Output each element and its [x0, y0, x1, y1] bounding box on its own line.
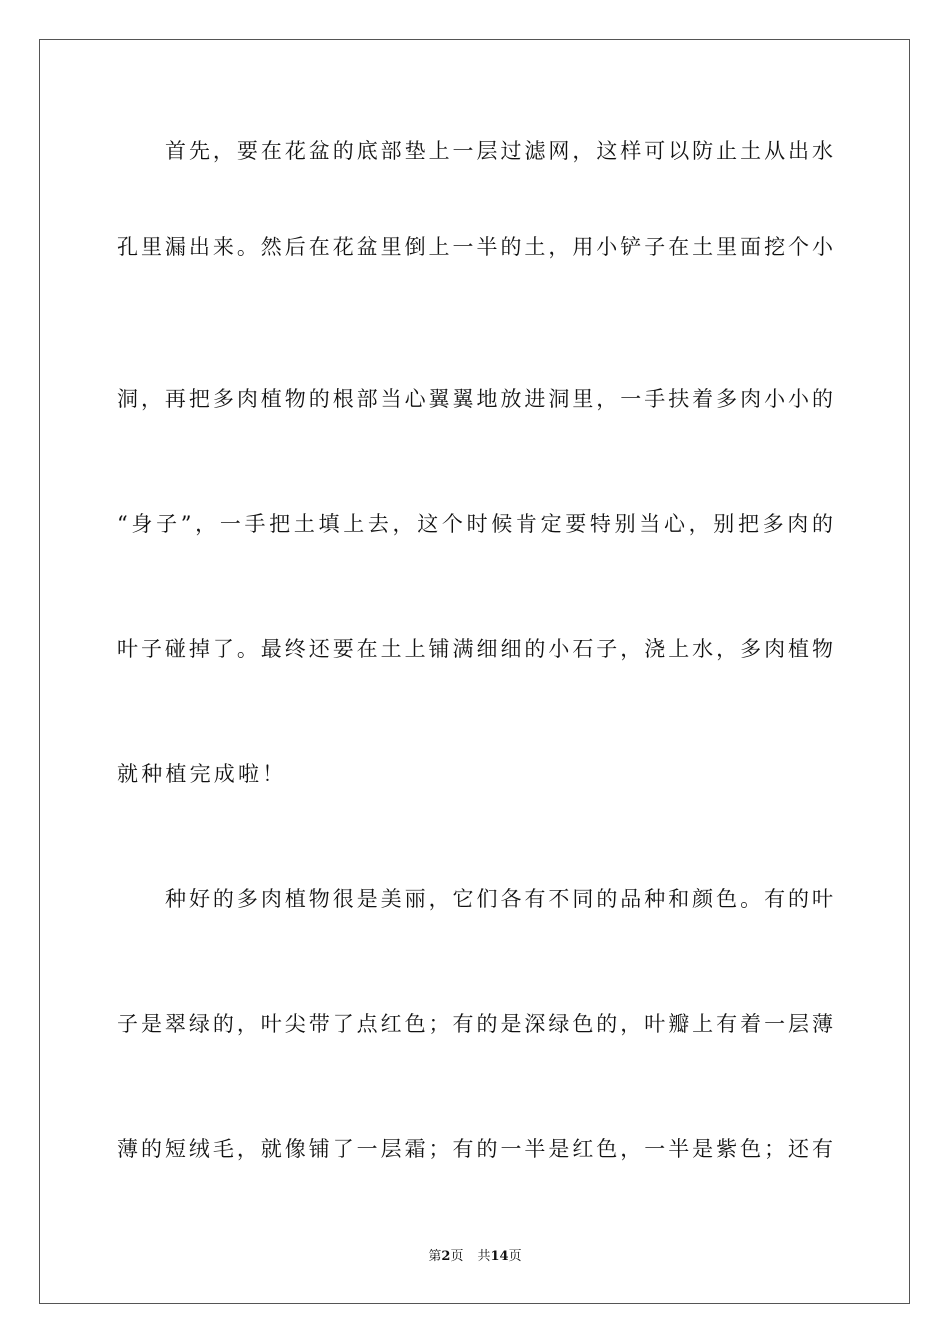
page-footer — [0, 1248, 950, 1266]
paragraph-1-line-1: 首先，要在花盆的底部垫上一层过滤网，这样可以防止土从出水 — [165, 139, 833, 163]
paragraph-1-line-6: 就种植完成啦！ — [117, 762, 287, 786]
total-pages: 14 — [490, 1249, 509, 1264]
page-border — [39, 39, 910, 1304]
paragraph-2-line-3: 薄的短绒毛，就像铺了一层霜；有的一半是红色，一半是紫色；还有 — [117, 1137, 833, 1161]
total-prefix: 共 — [477, 1249, 491, 1264]
paragraph-1-line-2: 孔里漏出来。然后在花盆里倒上一半的土，用小铲子在土里面挖个小 — [117, 235, 833, 259]
paragraph-2-line-1: 种好的多肉植物很是美丽，它们各有不同的品种和颜色。有的叶 — [165, 887, 833, 911]
paragraph-1-line-4: “身子”，一手把土填上去，这个时候肯定要特别当心，别把多肉的 — [117, 512, 833, 536]
paragraph-1-line-5: 叶子碰掉了。最终还要在土上铺满细细的小石子，浇上水，多肉植物 — [117, 637, 833, 661]
page-number: 2 — [441, 1249, 451, 1264]
paragraph-2-line-2: 子是翠绿的，叶尖带了点红色；有的是深绿色的，叶瓣上有着一层薄 — [117, 1012, 833, 1036]
page-prefix: 第 — [428, 1249, 442, 1264]
page-suffix: 页 — [450, 1249, 464, 1264]
paragraph-1-line-3: 洞，再把多肉植物的根部当心翼翼地放进洞里，一手扶着多肉小小的 — [117, 387, 833, 411]
total-suffix: 页 — [508, 1249, 522, 1264]
